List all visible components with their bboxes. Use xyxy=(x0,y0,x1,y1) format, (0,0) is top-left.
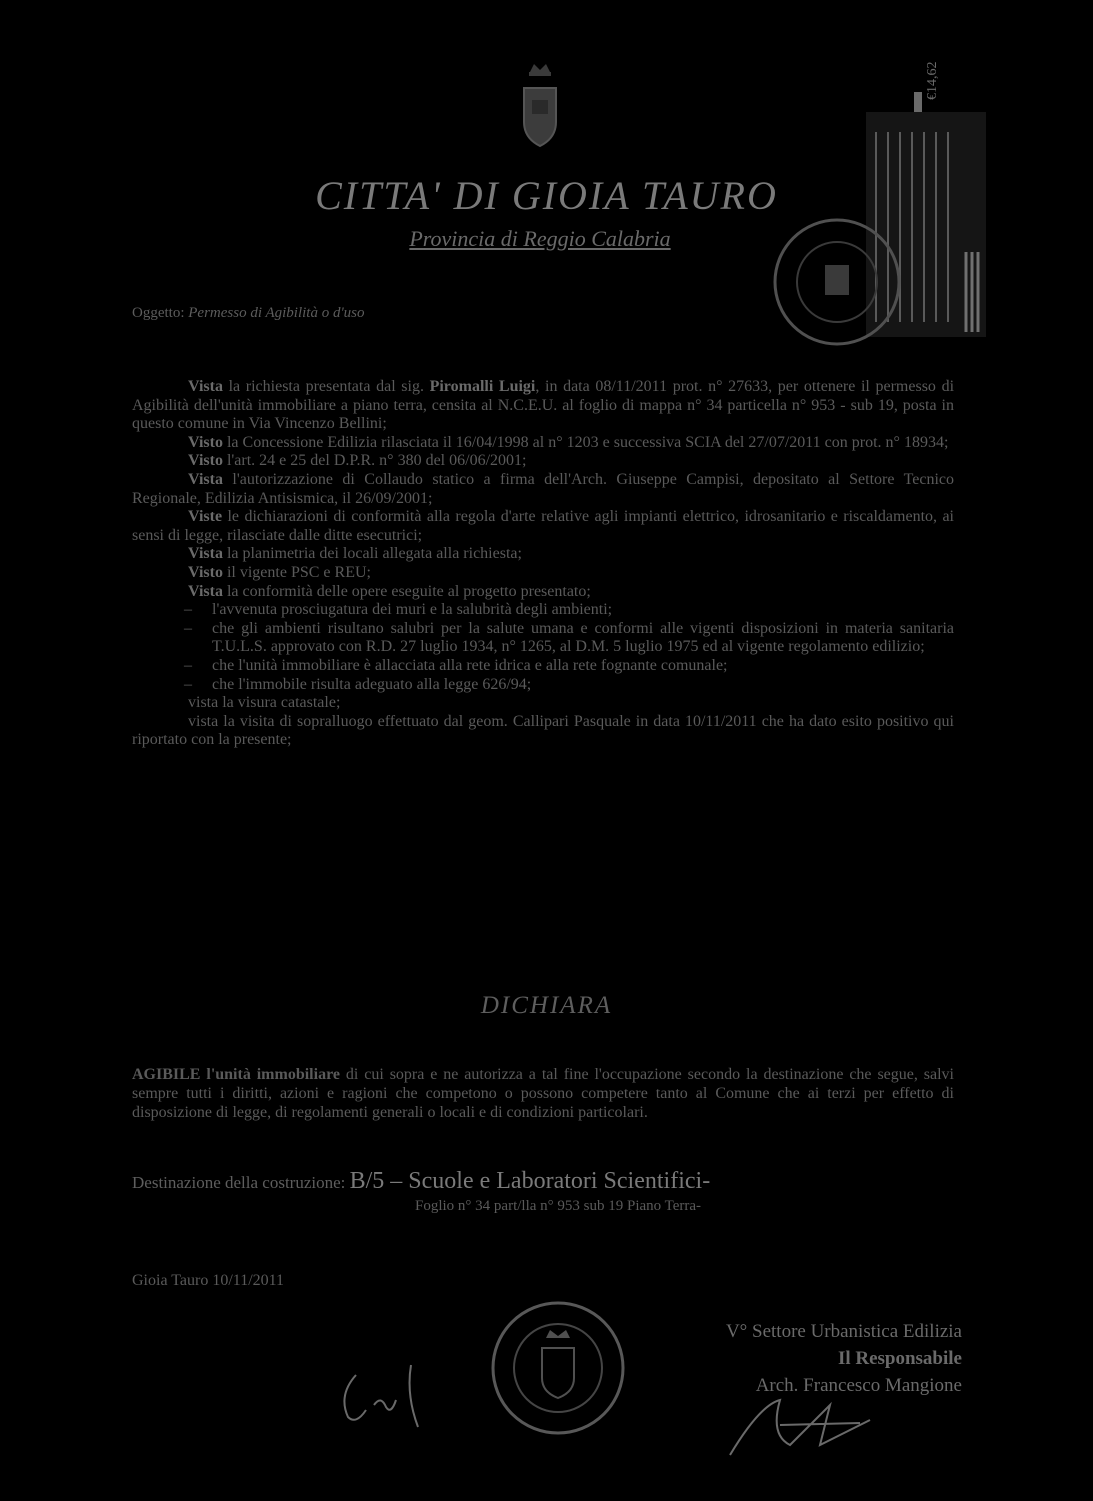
subject-line xyxy=(132,305,365,322)
destination-label: Destinazione della costruzione: xyxy=(132,1173,350,1192)
municipal-stamp-icon xyxy=(770,215,905,350)
destination-value: B/5 – Scuole e Laboratori Scientifici- xyxy=(349,1168,711,1194)
list-item: – che gli ambienti risultano salubri per la salute umana e conformi alle vigenti disposizioni in materia sanitaria T.U.L.S. approvato con R.D. 27 luglio 1934, n° 1265, al D.M. 5 luglio 1975 ed al vigente regolamento edilizio; xyxy=(184,620,954,657)
parcel-line: Foglio n° 34 part/lla n° 953 sub 19 Piano Terra- xyxy=(415,1198,702,1214)
signer-name: Arch. Francesco Mangione xyxy=(755,1375,962,1396)
paragraph: Vista la conformità delle opere eseguite al progetto presentato; xyxy=(188,582,591,600)
subject-text: Permesso di Agibilità o d'uso xyxy=(188,305,365,321)
paragraph: Vista l'autorizzazione di Collaudo statico a firma dell'Arch. Giuseppe Campisi, depositato al Settore Tecnico Regionale, Edilizia Antisismica, il 26/09/2001; xyxy=(132,470,954,507)
revenue-stamp-amount: €14,62 xyxy=(925,61,940,100)
signer-role: Il Responsabile xyxy=(837,1348,962,1369)
agibile-paragraph: AGIBILE l'unità immobiliare di cui sopra e ne autorizza a tal fine l'occupazione secondo la destinazione che segue, salvi sempre tutti i diritti, azioni e ragioni che competono o possono competere tanto al Comune che ai terzi per effetto di disposizione di legge, di regolamenti generali o locali e di condizioni particolari. xyxy=(132,1066,954,1121)
city-crest-icon xyxy=(512,60,568,160)
paragraph: Viste le dichiarazioni di conformità alla regola d'arte relative agli impianti elettrico, idrosanitario e riscaldamento, ai sensi di legge, rilasciate dalle ditte esecutrici; xyxy=(132,508,954,544)
place-date: Gioia Tauro 10/11/2011 xyxy=(132,1272,285,1289)
paragraph: Vista la richiesta presentata dal sig. Piromalli Luigi, in data 08/11/2011 prot. n° 27633, per ottenere il permesso di Agibilità dell'unità immobiliare a piano terra, censita al N.C.E.U. al foglio di mappa n° 34 particella n° 953 - sub 19, posta in questo comune in Via Vincenzo Bellini; xyxy=(132,378,955,433)
handwritten-signature-icon xyxy=(336,1355,436,1435)
paragraph: Visto la Concessione Edilizia rilasciata il 16/04/1998 al n° 1203 e successiva SCIA del 27/07/2011 con prot. n° 18934; xyxy=(188,433,949,451)
paragraph: Vista la planimetria dei locali allegata alla richiesta; xyxy=(188,545,522,563)
dichiara-heading: DICHIARA xyxy=(480,992,613,1019)
list-item: – che l'immobile risulta adeguato alla legge 626/94; xyxy=(184,676,954,695)
list-item: – l'avvenuta prosciugatura dei muri e la salubrità degli ambienti; xyxy=(184,601,954,620)
list-item: – che l'unità immobiliare è allacciata alla rete idrica e alla rete fognante comunale; xyxy=(184,657,954,676)
city-title: CITTA' DI GIOIA TAURO xyxy=(315,173,778,218)
paragraph: Visto il vigente PSC e REU; xyxy=(188,563,371,581)
paragraph: vista la visita di sopralluogo effettuato dal geom. Callipari Pasquale in data 10/11/2011 che ha dato esito positivo qui riportato con la presente; xyxy=(132,712,954,749)
handwritten-signature-icon xyxy=(720,1385,900,1485)
province-subtitle: Provincia di Reggio Calabria xyxy=(409,226,671,251)
conditions-list xyxy=(132,601,954,694)
sector-name: V° Settore Urbanistica Edilizia xyxy=(725,1321,962,1342)
document-body xyxy=(132,378,954,750)
subject-label: Oggetto: xyxy=(132,305,185,321)
paragraph: vista la visura catastale; xyxy=(188,694,341,712)
destination-line xyxy=(132,1168,710,1195)
paragraph: Visto l'art. 24 e 25 del D.P.R. n° 380 del 06/06/2001; xyxy=(188,452,527,470)
